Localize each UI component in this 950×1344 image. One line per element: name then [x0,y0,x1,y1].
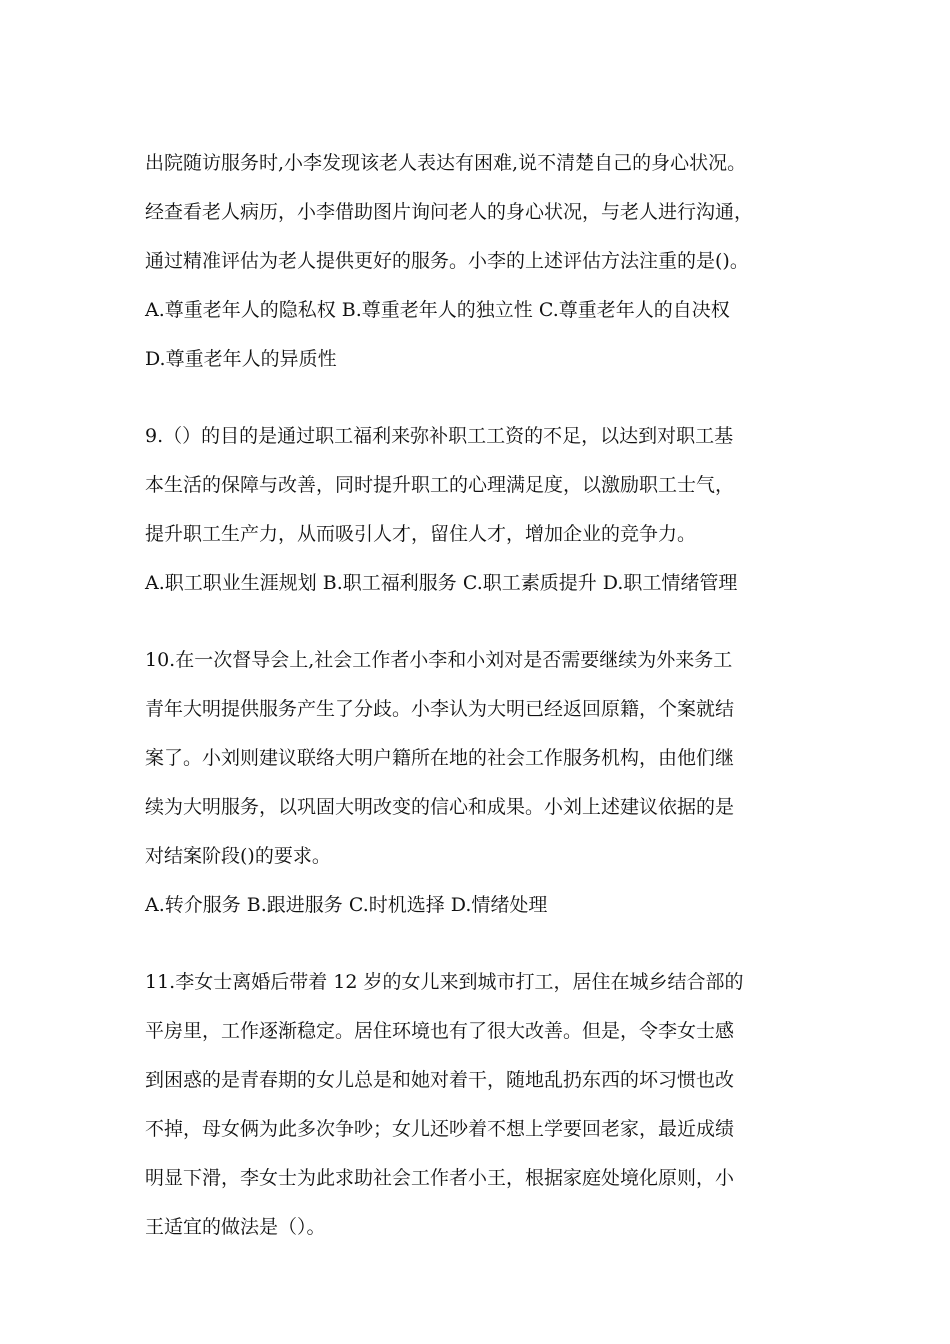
question-8-options-1: A.尊重老年人的隐私权 B.尊重老年人的独立性 C.尊重老年人的自决权 [145,299,730,321]
question-11-line-2: 平房里，工作逐渐稳定。居住环境也有了很大改善。但是，令李女士感 [145,1020,735,1042]
question-10-line-3: 案了。小刘则建议联络大明户籍所在地的社会工作服务机构，由他们继 [145,747,735,769]
question-9-options: A.职工职业生涯规划 B.职工福利服务 C.职工素质提升 D.职工情绪管理 [145,572,738,594]
question-8-line-2: 经查看老人病历，小李借助图片询问老人的身心状况，与老人进行沟通， [145,201,754,223]
question-11-line-3: 到困惑的是青春期的女儿总是和她对着干，随地乱扔东西的坏习惯也改 [145,1069,735,1091]
question-10-line-1: 10.在一次督导会上,社会工作者小李和小刘对是否需要继续为外来务工 [145,649,733,671]
question-11-line-4: 不掉，母女俩为此多次争吵；女儿还吵着不想上学要回老家，最近成绩 [145,1118,735,1140]
question-9-line-1: 9.（）的目的是通过职工福利来弥补职工工资的不足，以达到对职工基 [145,425,734,447]
question-9-line-3: 提升职工生产力，从而吸引人才，留住人才，增加企业的竞争力。 [145,523,697,545]
question-10-line-4: 续为大明服务，以巩固大明改变的信心和成果。小刘上述建议依据的是 [145,796,735,818]
question-10-line-5: 对结案阶段()的要求。 [145,845,331,867]
question-11-line-1: 11.李女士离婚后带着 12 岁的女儿来到城市打工，居住在城乡结合部的 [145,971,744,993]
question-11-line-6: 王适宜的做法是（）。 [145,1216,326,1238]
question-11-line-5: 明显下滑，李女士为此求助社会工作者小王，根据家庭处境化原则，小 [145,1167,735,1189]
question-10-options: A.转介服务 B.跟进服务 C.时机选择 D.情绪处理 [145,894,548,916]
question-10-line-2: 青年大明提供服务产生了分歧。小李认为大明已经返回原籍，个案就结 [145,698,735,720]
question-8-line-3: 通过精准评估为老人提供更好的服务。小李的上述评估方法注重的是()。 [145,250,749,272]
question-8-options-2: D.尊重老年人的异质性 [145,348,337,370]
question-8-line-1: 出院随访服务时,小李发现该老人表达有困难,说不清楚自己的身心状况。 [145,152,747,174]
question-9-line-2: 本生活的保障与改善，同时提升职工的心理满足度，以激励职工士气， [145,474,735,496]
